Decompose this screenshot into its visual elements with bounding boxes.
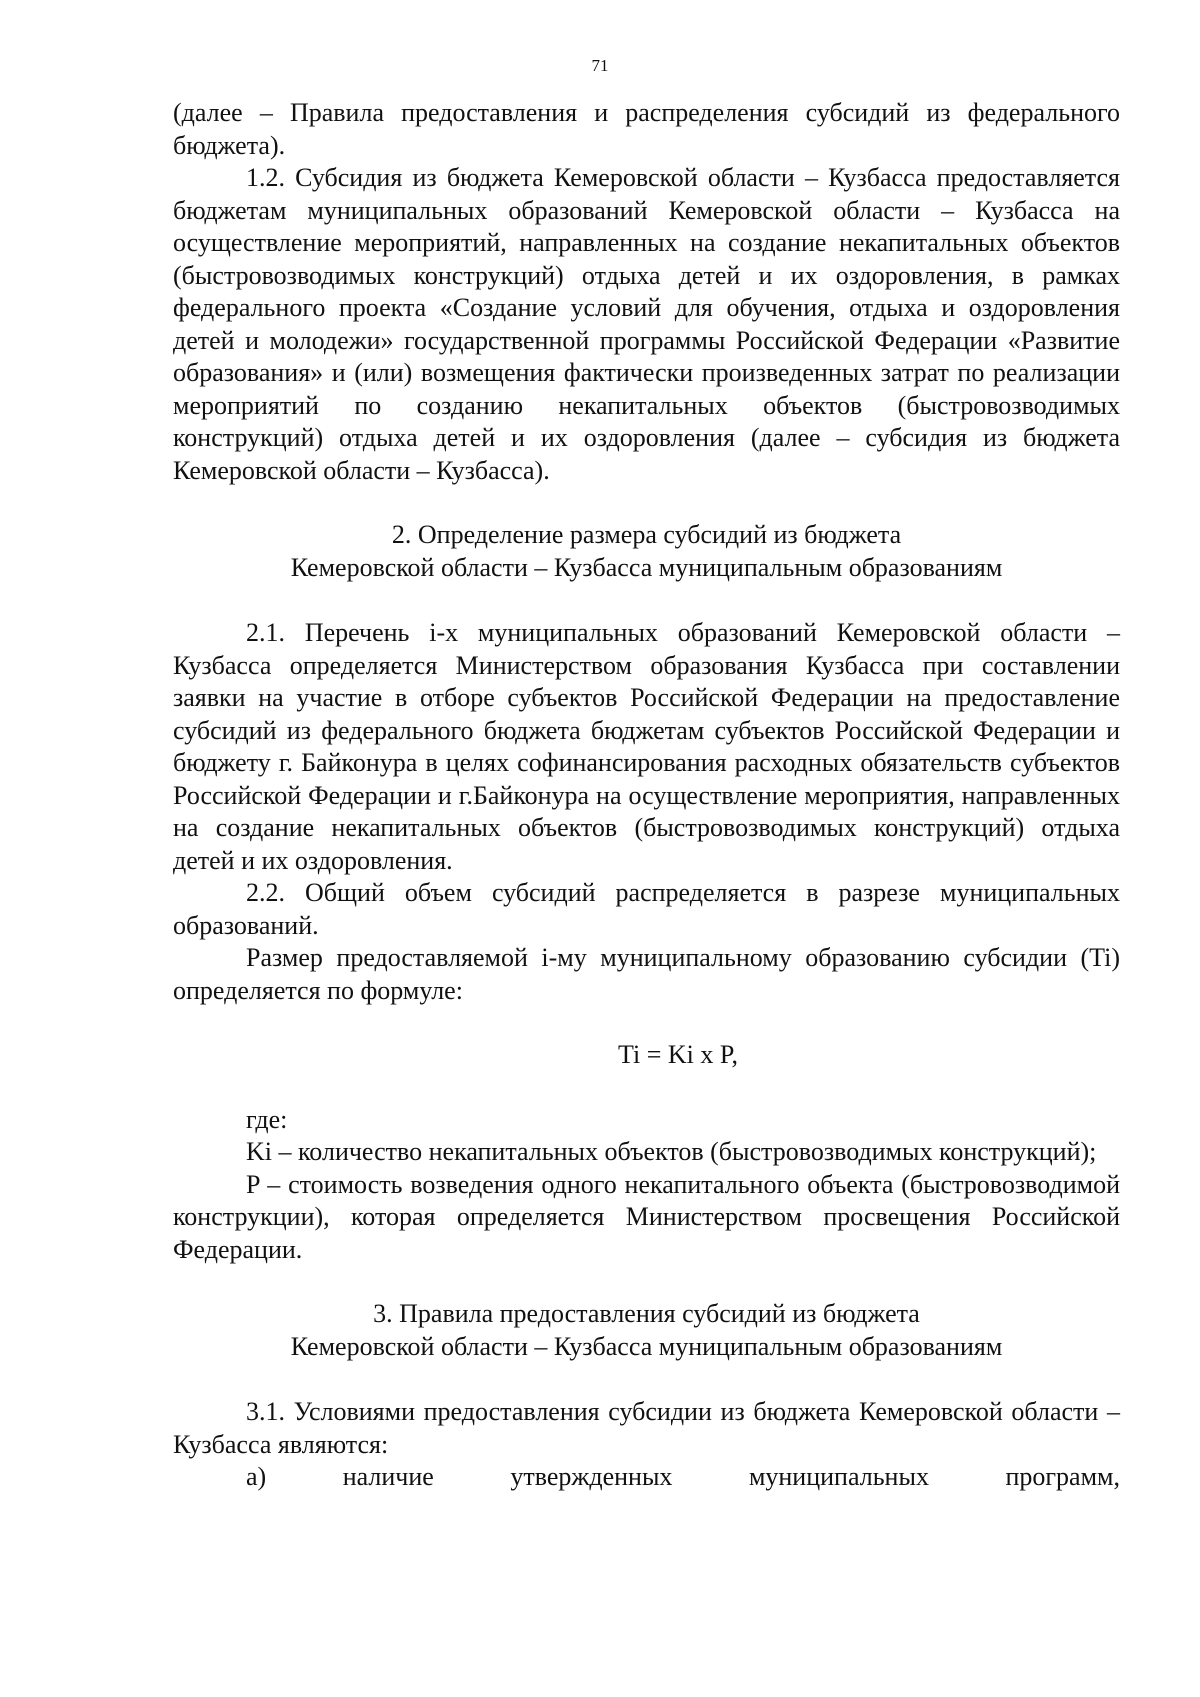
page-number: 71 [591, 56, 609, 75]
paragraph-2-2: 2.2. Общий объем субсидий распределяется в разрезе муниципальных образований. [173, 878, 1120, 940]
where-label: где: [246, 1104, 288, 1134]
definition-p: P – стоимость возведения одного некапитального объекта (быстровозводимой конструкции), которая определяется Министерством просвещения Российской Федерации. [173, 1169, 1120, 1264]
list-item-a: а) наличие утвержденных муниципальных программ, [246, 1462, 1120, 1491]
section-3-heading [173, 1298, 1120, 1363]
paragraph-formula-intro: Размер предоставляемой i-му муниципальному образованию субсидии (Ti) определяется по формуле: [173, 943, 1120, 1005]
section-2-heading-line-2: Кемеровской области – Кузбасса муниципальным образованиям [290, 552, 1003, 582]
paragraph-continuation: (далее – Правила предоставления и распределения субсидий из федерального бюджета). [173, 98, 1120, 160]
paragraph-1-2: 1.2. Субсидия из бюджета Кемеровской области – Кузбасса предоставляется бюджетам муниципальных образований Кемеровской области – Кузбасса на осуществление мероприятий, направленных на создание некапитальных объектов (быстровозводимых конструкций) отдыха детей и их оздоровления, в рамках федерального проекта «Создание условий для обучения, отдыха и оздоровления детей и молодежи» государственной программы Российской Федерации «Развитие образования» и (или) возмещения фактически произведенных затрат по реализации мероприятий по созданию некапитальных объектов (быстровозводимых конструкций) отдыха детей и их оздоровления (далее – субсидия из бюджета Кемеровской области – Кузбасса). [173, 163, 1120, 485]
definition-k: Ki – количество некапитальных объектов (быстровозводимых конструкций); [246, 1137, 1097, 1166]
section-2-heading [173, 519, 1120, 584]
document-body [173, 97, 1120, 1494]
section-3-heading-line-2: Кемеровской области – Кузбасса муниципальным образованиям [290, 1331, 1003, 1361]
section-2-heading-line-1: 2. Определение размера субсидий из бюджета [391, 520, 902, 549]
section-3-heading-line-1: 3. Правила предоставления субсидий из бюджета [373, 1299, 920, 1328]
paragraph-3-1: 3.1. Условиями предоставления субсидии из бюджета Кемеровской области – Кузбасса являются: [173, 1397, 1120, 1459]
paragraph-2-1: 2.1. Перечень i-х муниципальных образований Кемеровской области – Кузбасса определяется Министерством образования Кузбасса при составлении заявки на участие в отборе субъектов Российской Федерации на предоставление субсидий из федерального бюджета бюджетам субъектов Российской Федерации и бюджету г. Байконура в целях софинансирования расходных обязательств субъектов Российской Федерации и г.Байконура на осуществление мероприятия, направленных на создание некапитальных объектов (быстровозводимых конструкций) отдыха детей и их оздоровления. [173, 618, 1120, 875]
formula: Ti = Ki x P, [618, 1040, 738, 1069]
